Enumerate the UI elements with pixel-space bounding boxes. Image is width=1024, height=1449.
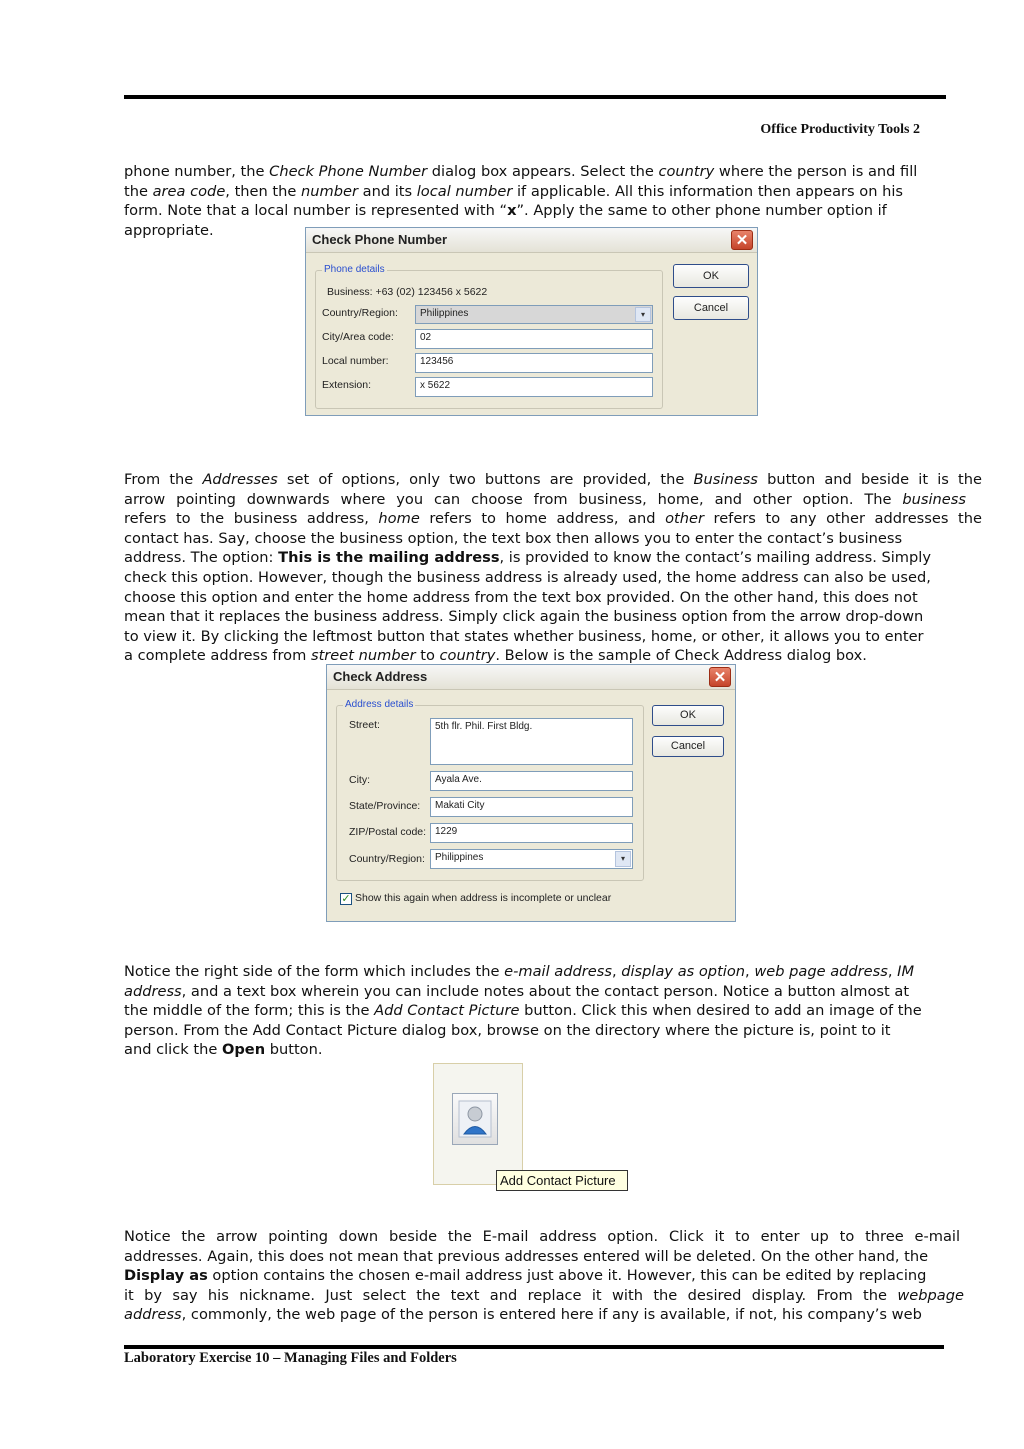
paragraph-contact-picture xyxy=(124,962,982,1060)
text-line: choose this option and enter the home address from the text box provided. On the other hand, this does not xyxy=(124,588,918,606)
show-again-checkbox[interactable]: ✓ xyxy=(341,893,351,905)
footer-rule xyxy=(124,1345,944,1349)
text-line: to view it. By clicking the leftmost button that states whether business, home, or other, it allows you to enter xyxy=(124,627,924,645)
country-select[interactable] xyxy=(430,849,633,869)
local-number-label: Local number: xyxy=(322,355,389,367)
text-line: a complete address from street number to country. Below is the sample of Check Address dialog box. xyxy=(124,647,867,665)
paragraph-email xyxy=(124,1227,982,1325)
text-line: the area code, then the number and its local number if applicable. All this information then appears on his xyxy=(124,182,904,200)
state-input[interactable]: Makati City xyxy=(430,797,633,817)
text-line: address, commonly, the web page of the person is entered here if any is available, if not, his company’s web xyxy=(124,1306,922,1324)
text-line: the middle of the form; this is the Add Contact Picture button. Click this when desired to add an image of the xyxy=(124,1002,922,1020)
country-label: Country/Region: xyxy=(322,307,398,319)
group-label: Address details xyxy=(345,699,414,710)
country-label: Country/Region: xyxy=(349,853,425,865)
text-line: Display as option contains the chosen e-mail address just above it. However, this can be edited by replacing xyxy=(124,1267,927,1285)
chevron-down-icon[interactable]: ▾ xyxy=(615,851,631,867)
text-line: address. The option: This is the mailing address, is provided to know the contact’s mailing address. Simply xyxy=(124,549,931,567)
ok-button[interactable]: OK xyxy=(652,705,724,726)
check-phone-number-dialog xyxy=(305,227,758,416)
cancel-button[interactable]: Cancel xyxy=(673,296,749,320)
dialog-title: Check Address xyxy=(333,669,428,684)
text-line: contact has. Say, choose the business option, the text box then allows you to enter the contact’s business xyxy=(124,529,903,547)
text-line: From the Addresses set of options, only two buttons are provided, the Business button and beside it is the xyxy=(124,471,982,488)
show-again-label: Show this again when address is incomplete or unclear xyxy=(355,892,612,904)
zip-label: ZIP/Postal code: xyxy=(349,826,427,838)
text-line: Notice the arrow pointing down beside the E-mail address option. Click it to enter up to three e-mail xyxy=(124,1228,960,1245)
text-line: phone number, the Check Phone Number dialog box appears. Select the country where the person is and fill xyxy=(124,163,918,180)
street-input[interactable]: 5th flr. Phil. First Bldg. xyxy=(430,718,633,765)
extension-input[interactable]: x 5622 xyxy=(415,377,653,397)
text-line: address, and a text box wherein you can include notes about the contact person. Notice a button almost at xyxy=(124,982,910,1000)
area-code-input[interactable]: 02 xyxy=(415,329,653,349)
text-line: check this option. However, though the business address is already used, the home address can also be used, xyxy=(124,568,931,586)
text-line: and click the Open button. xyxy=(124,1041,323,1059)
text-line: Notice the right side of the form which includes the e-mail address, display as option, web page address, IM xyxy=(124,963,915,980)
text-line: arrow pointing downwards where you can choose from business, home, and other option. The business xyxy=(124,490,966,508)
text-line: addresses. Again, this does not mean that previous addresses entered will be deleted. On the other hand, the xyxy=(124,1247,929,1265)
state-label: State/Province: xyxy=(349,800,421,812)
tooltip: Add Contact Picture xyxy=(496,1170,628,1191)
text-line: form. Note that a local number is represented with “x”. Apply the same to other phone number option if xyxy=(124,202,887,220)
local-number-input[interactable]: 123456 xyxy=(415,353,653,373)
zip-input[interactable]: 1229 xyxy=(430,823,633,843)
dialog-title: Check Phone Number xyxy=(312,232,448,247)
extension-label: Extension: xyxy=(322,379,372,391)
contact-avatar-icon xyxy=(453,1094,497,1144)
cancel-button[interactable]: Cancel xyxy=(652,736,724,757)
paragraph-addresses xyxy=(124,470,982,666)
text-line: mean that it replaces the business address. Simply click again the business option from the arrow drop-down xyxy=(124,608,924,626)
group-label: Phone details xyxy=(324,264,385,275)
add-contact-picture-illustration xyxy=(433,1063,628,1193)
dialog-titlebar xyxy=(327,665,735,690)
dialog-titlebar xyxy=(306,228,757,253)
country-value: Philippines xyxy=(435,852,484,863)
text-line: it by say his nickname. Just select the text and replace it with the desired display. From the webpage xyxy=(124,1286,964,1304)
close-icon[interactable]: ✕ xyxy=(731,230,753,250)
street-label: Street: xyxy=(349,719,380,731)
close-icon[interactable]: ✕ xyxy=(709,667,731,687)
text-line: person. From the Add Contact Picture dialog box, browse on the directory where the picture is, point to it xyxy=(124,1021,891,1039)
page-footer: Laboratory Exercise 10 – Managing Files and Folders xyxy=(124,1350,457,1366)
add-contact-picture-button[interactable] xyxy=(452,1093,498,1145)
text-line: refers to the business address, home refers to home address, and other refers to any other addresses the xyxy=(124,510,982,528)
text-line: appropriate. xyxy=(124,221,214,239)
ok-button[interactable]: OK xyxy=(673,264,749,288)
business-number-text: Business: +63 (02) 123456 x 5622 xyxy=(327,286,488,298)
header-rule xyxy=(124,95,946,99)
city-input[interactable]: Ayala Ave. xyxy=(430,771,633,791)
country-select[interactable] xyxy=(415,305,653,324)
page-header: Office Productivity Tools 2 xyxy=(760,122,920,137)
chevron-down-icon[interactable]: ▾ xyxy=(635,307,651,322)
city-label: City: xyxy=(349,774,370,786)
check-address-dialog xyxy=(326,664,736,922)
area-code-label: City/Area code: xyxy=(322,331,394,343)
country-value: Philippines xyxy=(420,308,469,319)
